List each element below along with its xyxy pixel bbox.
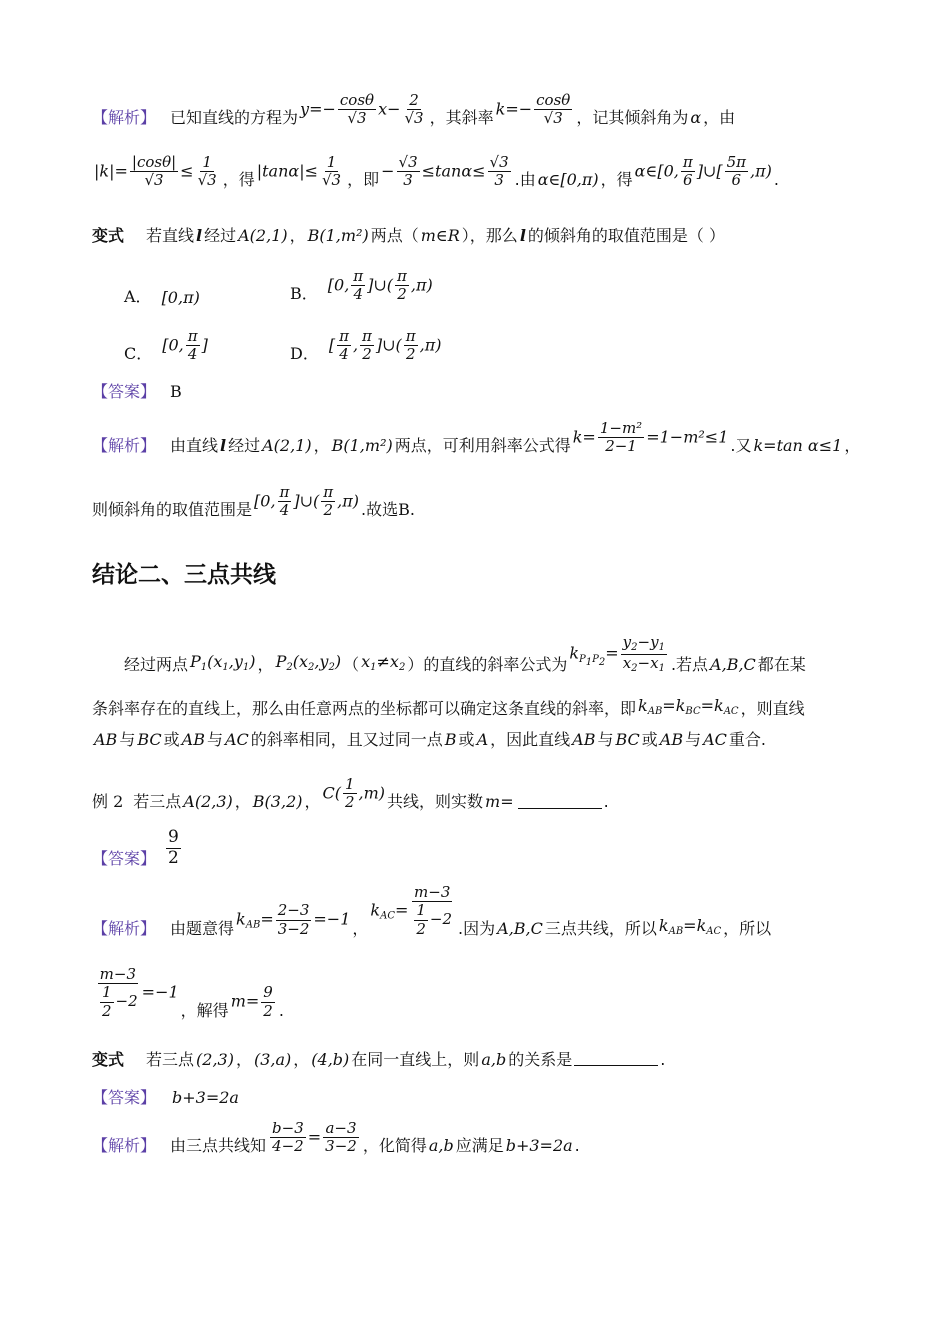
option-c[interactable]: C． [0, $\frac{\pi}{4}$ ] [124, 327, 208, 364]
option-b[interactable]: B． [0, $\frac{\pi}{4}$ ]∪( $\frac{\pi}{2}$ ,π) [290, 267, 433, 304]
variant-1-question: 变式 若直线 l 经过 A(2,1) ， B(1,m²) 两点（ m∈R ），那么 l 的倾斜角的取值范围是（ ） [92, 226, 725, 245]
variant-tag: 变式 [92, 226, 125, 245]
abs-k-inequality: |k|= $\frac{|\cos\theta|}{√3}$ ≤ $\frac{1}{√3}$ [94, 153, 217, 190]
variant-2-solution: 【解析】 由三点共线知 $\frac{b-3}{4-2}$ = $\frac{a-3}{3-2}$ ，化简得 a,b 应满足 b+3=2a . [92, 1119, 580, 1156]
variant-2-answer: 【答案】 b+3=2a [92, 1088, 239, 1107]
tan-range: − $\frac{√3}{3}$ ≤tanα≤ $\frac{√3}{3}$ [381, 153, 509, 190]
answer-blank-2[interactable] [574, 1065, 658, 1066]
line-equation: y=− $\frac{\cos\theta}{√3}$ x− $\frac{2}{√3}$ [300, 91, 424, 128]
variant-2-question: 变式 若三点 (2,3) ， (3,a) ， (4,b) 在同一直线上，则 a,b 的关系是 . [92, 1050, 666, 1069]
para-line-2: 条斜率存在的直线上，那么由任意两点的坐标都可以确定这条直线的斜率，即 $k_{AB}=k_{BC}=k_{AC}$ ，则直线 [92, 696, 805, 718]
example-2-question: 例 2 若三点 A(2,3) ， B(3,2) ， C( $\frac{1}{2}$ ,m) 共线，则实数 m= . [92, 775, 609, 812]
slope-calc: k= $\frac{\text{1−m²}}{2-1}$ =1−m²≤1 [572, 419, 729, 456]
variant-1-solution-line-1: 【解析】 由直线 l 经过 A(2,1) ， B(1,m²) 两点，可利用斜率公式得 k= $\frac{\text{1−m²}}{2-1}$ =1−m²≤1 .又 k=tan α≤1 ， [92, 419, 861, 456]
slope-formula: $k_{P1P2}=$ $\frac{y_2-y_1}{x_2-x_1}$ [569, 633, 665, 674]
tan-inequality: |tanα|≤ $\frac{1}{√3}$ [256, 153, 342, 190]
para-line-3: AB 与 BC 或 AB 与 AC 的斜率相同，且又过同一点 B 或 A ，因此直线 AB 与 BC 或 AB 与 AC 重合. [94, 730, 766, 749]
answer-blank[interactable] [518, 808, 602, 809]
example-label: 例 2 [92, 792, 124, 812]
para-line-1: 经过两点 $P_1(x_1,y_1)$ ， $P_2(x_2,y_2)$ （ $x_1\ne x_2$ ）的直线的斜率公式为 $k_{P1P2}=$ $\frac{y_2-y_1}{x_2-x_1}$ .若点 A,B,C 都在某 [124, 633, 806, 674]
option-d[interactable]: D． [ $\frac{\pi}{4}$ , $\frac{\pi}{2}$ ]∪( $\frac{\pi}{2}$ ,π) [290, 327, 442, 364]
solution-line-2: |k|= $\frac{|\cos\theta|}{√3}$ ≤ $\frac{1}{√3}$ ，得 |tanα|≤ $\frac{1}{√3}$ ，即 − $\frac{√3}{3}$ ≤tanα≤ $\frac{√3}{3}$ .由 α∈[0,π) ，得 α∈[0, $\frac{\pi}{6}$ ]∪[ $\frac{5\pi}{6}$ ,π) . [94, 153, 779, 190]
slope-equation: k=− $\frac{\cos\theta}{√3}$ [495, 91, 571, 128]
example-2-answer: 【答案】 $\frac{9}{2}$ [92, 827, 179, 868]
analysis-tag: 【解析】 [92, 108, 157, 128]
option-a[interactable]: A． [0,π) [124, 287, 200, 307]
alpha-range: α∈[0, $\frac{\pi}{6}$ ]∪[ $\frac{5\pi}{6}$ ,π) [634, 153, 772, 190]
solution-line-1: 【解析】 已知直线的方程为 y=− $\frac{\cos\theta}{√3}$ x− $\frac{2}{√3}$ ，其斜率 k=− $\frac{\cos\theta}{√3}$ ，记其倾斜角为 α ，由 [92, 91, 736, 128]
example-2-solution-line-1: 【解析】 由题意得 $k_{AB}=$ $\frac{2-3}{3-2}$ =−1 ， $k_{AC}=$ m−3 $\frac{1}{2}$ −2 .因为 A,B,C 三点共线，所以 $k_{AB}=k_{AC}$ ，所以 [92, 883, 772, 938]
variant-1-solution-line-2: 则倾斜角的取值范围是 [0, $\frac{\pi}{4}$ ]∪( $\frac{\pi}{2}$ ,π) .故选 B. [92, 483, 415, 520]
variant-1-answer: 【答案】 B [92, 382, 182, 401]
example-2-solution-line-2: m−3 $\frac{1}{2}$ −2 =−1 ，解得 m= $\frac{9}{2}$ . [99, 965, 284, 1020]
section-title: 结论二、三点共线 [92, 562, 276, 588]
